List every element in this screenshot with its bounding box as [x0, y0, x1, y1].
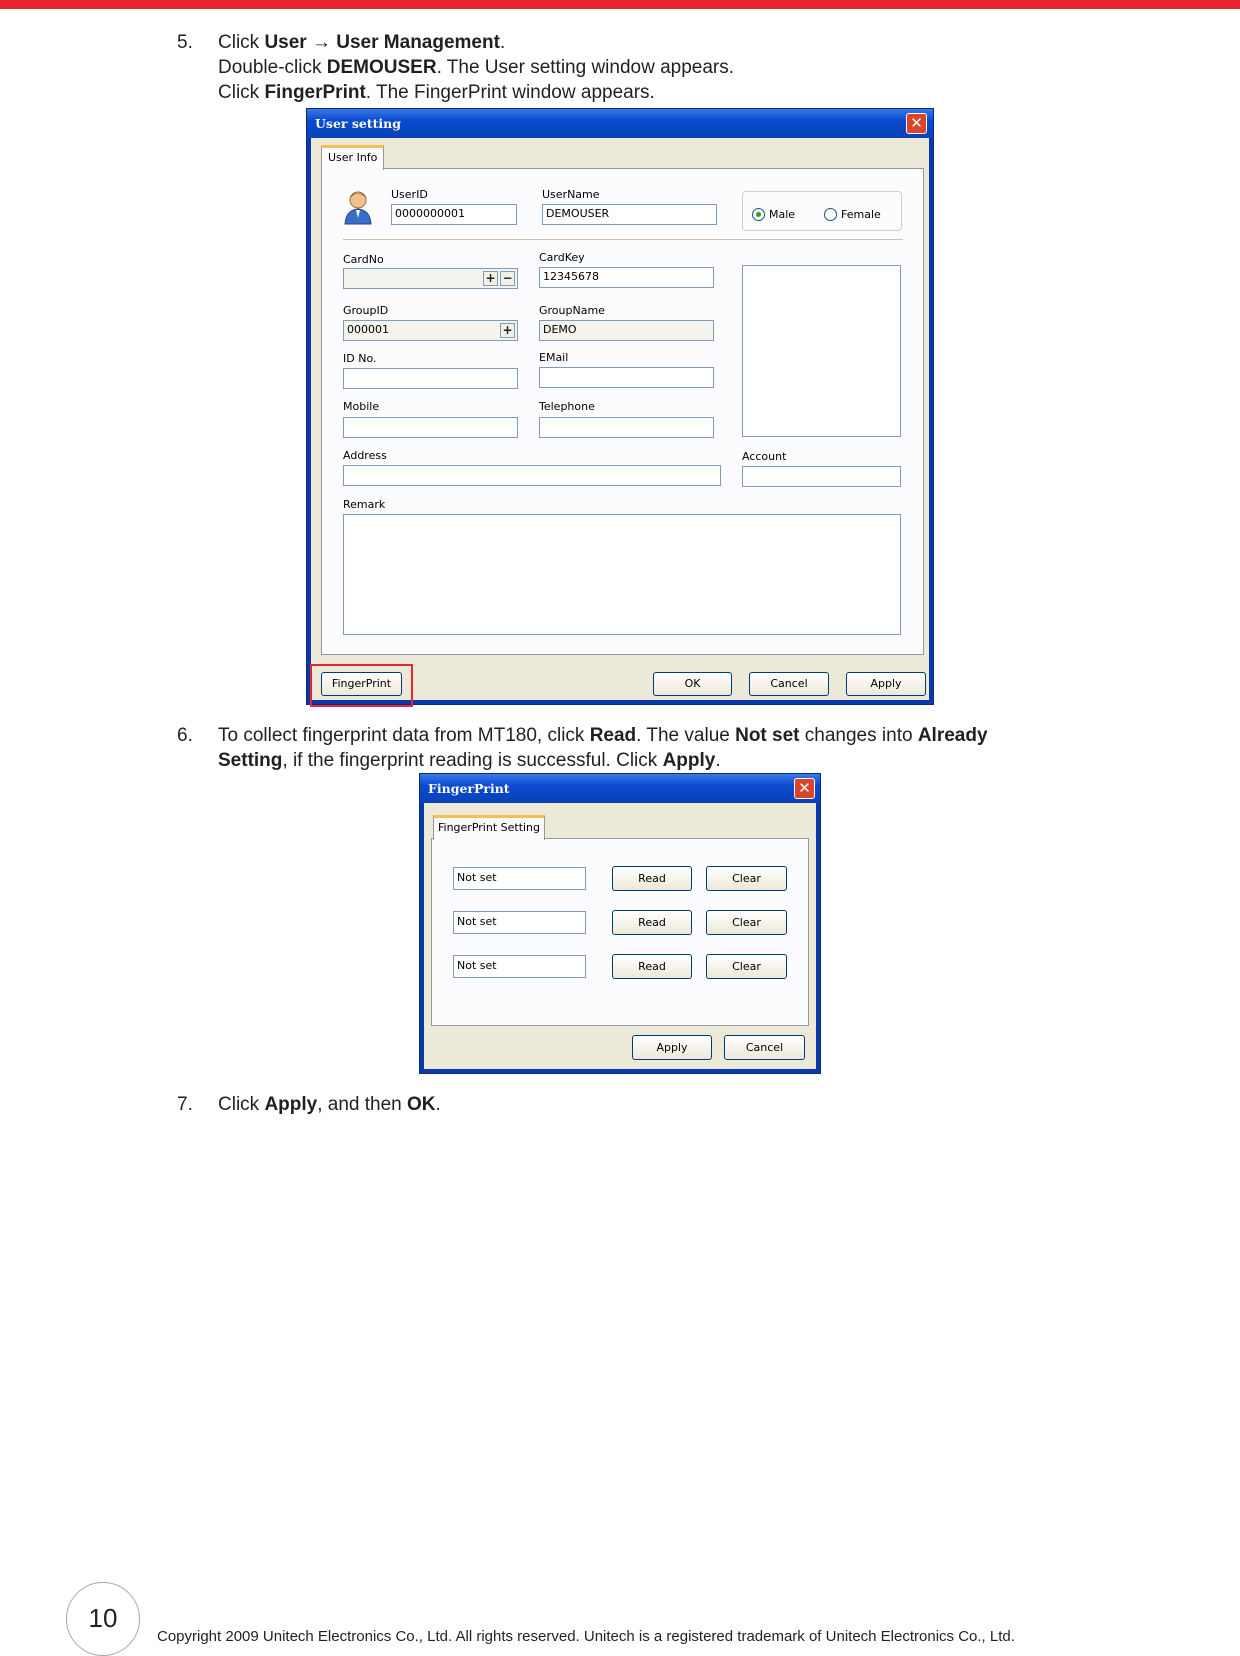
groupid-field[interactable]: 000001 [343, 320, 518, 341]
text: Click [218, 32, 265, 53]
divider [343, 239, 903, 240]
step-number: 7. [177, 1094, 193, 1115]
read-button-1[interactable]: Read [612, 866, 692, 891]
text: , if the fingerprint reading is successful. Click [282, 750, 663, 771]
text: changes into [799, 725, 918, 746]
radio-male-label: Male [769, 208, 796, 221]
cancel-button[interactable]: Cancel [724, 1035, 805, 1060]
close-icon[interactable]: ✕ [794, 778, 815, 799]
account-field[interactable] [742, 466, 901, 487]
cardkey-label: CardKey [539, 251, 585, 264]
user-setting-window [306, 108, 934, 705]
userid-field[interactable]: 0000000001 [391, 204, 517, 225]
mobile-label: Mobile [343, 400, 380, 413]
apply-button[interactable]: Apply [632, 1035, 712, 1060]
address-field[interactable] [343, 465, 721, 486]
radio-female[interactable] [824, 208, 837, 221]
clear-button-2[interactable]: Clear [706, 910, 787, 935]
text: . [435, 1094, 441, 1115]
text: Click [218, 82, 265, 103]
radio-male[interactable] [752, 208, 765, 221]
groupname-field[interactable]: DEMO [539, 320, 714, 341]
email-field[interactable] [539, 367, 714, 388]
user-avatar-icon [343, 189, 373, 225]
tab-fingerprint-setting[interactable]: FingerPrint Setting [433, 815, 545, 840]
highlight-box [310, 664, 413, 707]
term-ok: OK [407, 1094, 436, 1115]
term-read: Read [589, 725, 637, 746]
fingerprint-button[interactable]: FingerPrint [321, 672, 402, 696]
photo-box [742, 265, 901, 437]
step-number: 6. [177, 725, 193, 746]
text: . [499, 32, 506, 53]
fingerprint-status-1[interactable]: Not set [453, 867, 586, 890]
radio-female-label: Female [841, 208, 881, 221]
address-label: Address [343, 449, 387, 462]
term-apply: Apply [264, 1094, 318, 1115]
apply-button[interactable]: Apply [846, 672, 926, 696]
step-number: 5. [177, 32, 193, 53]
userid-label: UserID [391, 188, 428, 201]
text: , and then [317, 1094, 408, 1115]
copyright-footer: Copyright 2009 Unitech Electronics Co., Ltd. All rights reserved. Unitech is a registered trademark of Unitech Electronics Co., Ltd. [157, 1628, 1015, 1645]
text: To collect fingerprint data from MT180, click [218, 725, 590, 746]
cardkey-field[interactable]: 12345678 [539, 267, 714, 288]
window-client [311, 138, 929, 700]
mobile-field[interactable] [343, 417, 518, 438]
groupid-label: GroupID [343, 304, 389, 317]
fingerprint-window [419, 773, 821, 1074]
term-already: Already [917, 725, 988, 746]
page-number: 10 [66, 1582, 140, 1656]
clear-button-3[interactable]: Clear [706, 954, 787, 979]
groupid-add-icon[interactable]: + [500, 323, 515, 338]
window-title: User setting [307, 109, 933, 138]
close-icon[interactable]: ✕ [906, 113, 927, 134]
tab-user-info[interactable]: User Info [321, 145, 384, 170]
idno-label: ID No. [343, 352, 377, 365]
step-text [218, 1092, 441, 1117]
remark-field[interactable] [343, 514, 901, 635]
term-apply: Apply [662, 750, 716, 771]
fingerprint-status-2[interactable]: Not set [453, 911, 586, 934]
text: . [715, 750, 721, 771]
text: . The FingerPrint window appears. [365, 82, 655, 103]
cardno-remove-icon[interactable]: − [500, 271, 515, 286]
telephone-field[interactable] [539, 417, 714, 438]
idno-field[interactable] [343, 368, 518, 389]
text: . The value [636, 725, 736, 746]
window-client [424, 803, 816, 1069]
groupname-label: GroupName [539, 304, 605, 317]
window-title: FingerPrint [420, 774, 820, 803]
username-label: UserName [542, 188, 600, 201]
remark-label: Remark [343, 498, 386, 511]
term-not-set: Not set [735, 725, 800, 746]
menu-user: User [264, 32, 307, 53]
term-setting: Setting [218, 750, 283, 771]
read-button-3[interactable]: Read [612, 954, 692, 979]
account-label: Account [742, 450, 787, 463]
text: Double-click [218, 57, 327, 78]
text: Click [218, 1094, 265, 1115]
term-fingerprint: FingerPrint [264, 82, 366, 103]
email-label: EMail [539, 351, 569, 364]
clear-button-1[interactable]: Clear [706, 866, 787, 891]
fingerprint-status-3[interactable]: Not set [453, 955, 586, 978]
cardno-label: CardNo [343, 253, 384, 266]
step-text [218, 723, 988, 773]
ok-button[interactable]: OK [653, 672, 732, 696]
menu-user-management: User Management [336, 32, 500, 53]
read-button-2[interactable]: Read [612, 910, 692, 935]
text: . The User setting window appears. [436, 57, 735, 78]
cardno-add-icon[interactable]: + [483, 271, 498, 286]
term-demouser: DEMOUSER [326, 57, 437, 78]
step-text [218, 30, 734, 105]
telephone-label: Telephone [539, 400, 595, 413]
arrow: → [306, 32, 337, 53]
username-field[interactable]: DEMOUSER [542, 204, 717, 225]
top-accent-bar [0, 0, 1240, 9]
cancel-button[interactable]: Cancel [749, 672, 829, 696]
